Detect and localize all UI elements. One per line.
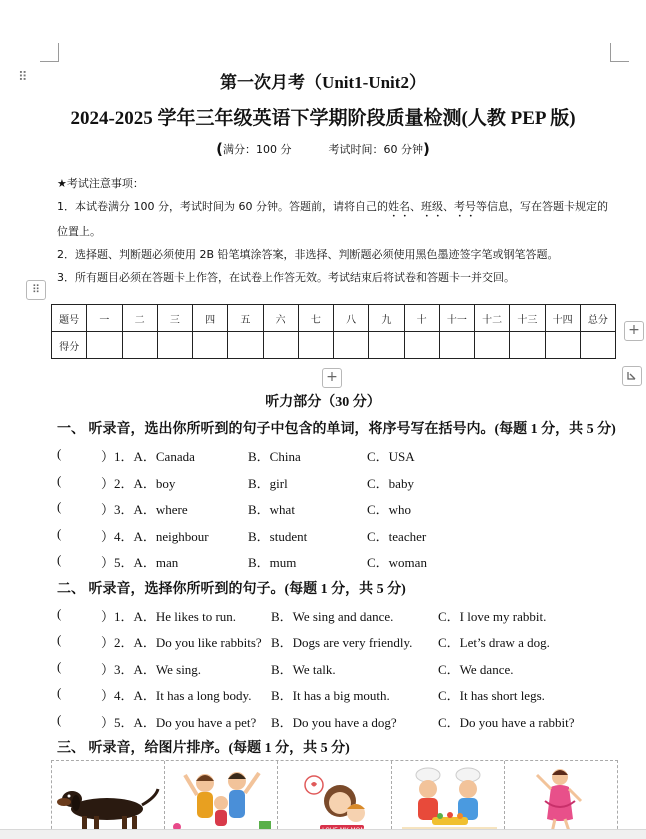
crop-mark-top-right	[610, 43, 629, 62]
table-resize-handle-icon[interactable]	[622, 366, 642, 386]
score-cell[interactable]: 十二	[475, 305, 510, 332]
score-cell[interactable]	[298, 332, 333, 359]
answer-bracket[interactable]: (	[57, 712, 62, 727]
score-cell[interactable]: 十四	[545, 305, 580, 332]
notes-heading: ★考试注意事项：	[57, 177, 144, 190]
question-row	[57, 712, 627, 732]
score-cell[interactable]	[334, 332, 369, 359]
girl-dancing-icon	[505, 761, 617, 839]
score-cell[interactable]: 八	[334, 305, 369, 332]
option-a: ）3．A．We sing.	[101, 662, 202, 677]
question-row	[57, 632, 627, 652]
score-row-label[interactable]: 得分	[52, 332, 87, 359]
add-column-button[interactable]: +	[624, 321, 644, 341]
question-row	[57, 659, 627, 679]
score-cell[interactable]	[157, 332, 192, 359]
score-cell[interactable]	[439, 332, 474, 359]
score-cell[interactable]: 十	[404, 305, 439, 332]
note-3: 3．所有题目必须在答题卡上作答，在试卷上作答无效。考试结束后将试卷和答题卡一并交回。	[57, 271, 515, 284]
option-b: B．girl	[248, 476, 288, 491]
answer-bracket[interactable]: (	[57, 659, 62, 674]
score-cell[interactable]	[404, 332, 439, 359]
add-row-button[interactable]: +	[322, 368, 342, 388]
option-c: C．I love my rabbit.	[438, 609, 547, 624]
answer-bracket[interactable]: (	[57, 552, 62, 567]
option-a: ）5．A．man	[101, 555, 179, 570]
answer-bracket[interactable]: (	[57, 632, 62, 647]
option-c: C．teacher	[367, 529, 427, 544]
option-b: B．We talk.	[271, 662, 336, 677]
drag-handle-icon[interactable]: ⠿	[18, 70, 28, 85]
option-b: B．Do you have a dog?	[271, 715, 397, 730]
dachshund-dog-icon	[52, 761, 165, 839]
option-c: C．USA	[367, 449, 415, 464]
answer-bracket[interactable]: (	[57, 446, 62, 461]
exam-title: 第一次月考（Unit1-Unit2）	[220, 73, 426, 92]
score-table	[51, 304, 616, 359]
score-cell[interactable]: 十一	[439, 305, 474, 332]
score-cell[interactable]: 题号	[52, 305, 87, 332]
mother-and-child-icon	[278, 761, 391, 839]
question-row	[57, 473, 627, 493]
option-c: C．We dance.	[438, 662, 514, 677]
cheering-family-icon	[165, 761, 278, 839]
question-row	[57, 685, 627, 705]
option-a: ）4．A．neighbour	[101, 529, 209, 544]
answer-bracket[interactable]: (	[57, 526, 62, 541]
score-cell[interactable]	[87, 332, 122, 359]
part-2-title: 二、 听录音，选择你所听到的句子。(每题 1 分，共 5 分)	[57, 582, 406, 597]
answer-bracket[interactable]: (	[57, 473, 62, 488]
option-c: C．who	[367, 502, 412, 517]
option-b: B．mum	[248, 555, 297, 570]
answer-bracket[interactable]: (	[57, 685, 62, 700]
score-cell[interactable]	[228, 332, 263, 359]
option-b: B．It has a big mouth.	[271, 688, 390, 703]
option-c: C．Let’s draw a dog.	[438, 635, 550, 650]
score-cell[interactable]	[263, 332, 298, 359]
question-row	[57, 526, 627, 546]
option-c: C．It has short legs.	[438, 688, 545, 703]
score-cell[interactable]: 五	[228, 305, 263, 332]
score-table-score-row	[52, 332, 616, 359]
answer-bracket[interactable]: (	[57, 606, 62, 621]
picture-cell	[278, 761, 391, 839]
option-c: C．Do you have a rabbit?	[438, 715, 575, 730]
part-1-title: 一、 听录音，选出你所听到的句子中包含的单词，将序号写在括号内。(每题 1 分，共 5 分)	[57, 422, 616, 437]
note-2: 2．选择题、判断题必须使用 2B 铅笔填涂答案，非选择、判断题必须使用黑色墨迹签字笔或钢笔答题。	[57, 248, 559, 261]
option-b: B．China	[248, 449, 301, 464]
listening-heading: 听力部分（30 分）	[265, 395, 381, 410]
question-row	[57, 499, 627, 519]
option-a: ）5．A．Do you have a pet?	[101, 715, 257, 730]
option-b: B．Dogs are very friendly.	[271, 635, 413, 650]
option-b: B．We sing and dance.	[271, 609, 394, 624]
full-score: 满分：100 分	[223, 143, 292, 156]
score-cell[interactable]: 总分	[580, 305, 615, 332]
exam-notes	[57, 172, 617, 289]
score-cell[interactable]: 四	[193, 305, 228, 332]
note-1: 1．本试卷满分 100 分，考试时间为 60 分钟。答题前，请将自己的姓名、班级、考号等信息，写在答题卡规定的位置上。	[57, 200, 608, 238]
score-table-header-row	[52, 305, 616, 332]
exam-time: 考试时间：60 分钟	[328, 143, 423, 156]
score-cell[interactable]: 一	[87, 305, 122, 332]
exam-subtitle: 2024-2025 学年三年级英语下学期阶段质量检测(人教 PEP 版)	[70, 108, 576, 129]
option-b: B．student	[248, 529, 308, 544]
score-cell[interactable]: 七	[298, 305, 333, 332]
option-a: ）1．A．He likes to run.	[101, 609, 237, 624]
option-a: ）2．A．boy	[101, 476, 176, 491]
exam-meta: (满分：100 分 考试时间：60 分钟)	[216, 140, 430, 158]
option-a: ）2．A．Do you like rabbits?	[101, 635, 262, 650]
table-move-handle-icon[interactable]: ⠿	[26, 280, 46, 300]
option-c: C．baby	[367, 476, 414, 491]
crop-mark-top-left	[40, 43, 59, 62]
picture-strip	[51, 760, 618, 839]
score-cell[interactable]	[545, 332, 580, 359]
question-row	[57, 446, 627, 466]
score-cell[interactable]	[193, 332, 228, 359]
score-cell[interactable]: 十三	[510, 305, 545, 332]
score-cell[interactable]	[475, 332, 510, 359]
option-c: C．woman	[367, 555, 427, 570]
option-a: ）1．A．Canada	[101, 449, 195, 464]
score-cell[interactable]: 三	[157, 305, 192, 332]
score-cell[interactable]: 二	[122, 305, 157, 332]
score-cell[interactable]: 九	[369, 305, 404, 332]
cooking-kids-icon	[392, 761, 505, 839]
option-a: ）4．A．It has a long body.	[101, 688, 252, 703]
picture-cell	[392, 761, 505, 839]
question-row	[57, 552, 627, 572]
option-b: B．what	[248, 502, 295, 517]
question-row	[57, 606, 627, 626]
option-a: ）3．A．where	[101, 502, 188, 517]
answer-bracket[interactable]: (	[57, 499, 62, 514]
picture-cell	[52, 761, 165, 839]
note-1-emphasis: 姓名、班级、考号	[387, 200, 476, 213]
part-3-title: 三、 听录音，给图片排序。(每题 1 分，共 5 分)	[57, 741, 350, 756]
score-cell[interactable]	[369, 332, 404, 359]
score-cell[interactable]	[122, 332, 157, 359]
picture-cell	[505, 761, 617, 839]
score-cell[interactable]: 六	[263, 305, 298, 332]
picture-cell	[165, 761, 278, 839]
score-cell[interactable]	[580, 332, 615, 359]
score-cell[interactable]	[510, 332, 545, 359]
